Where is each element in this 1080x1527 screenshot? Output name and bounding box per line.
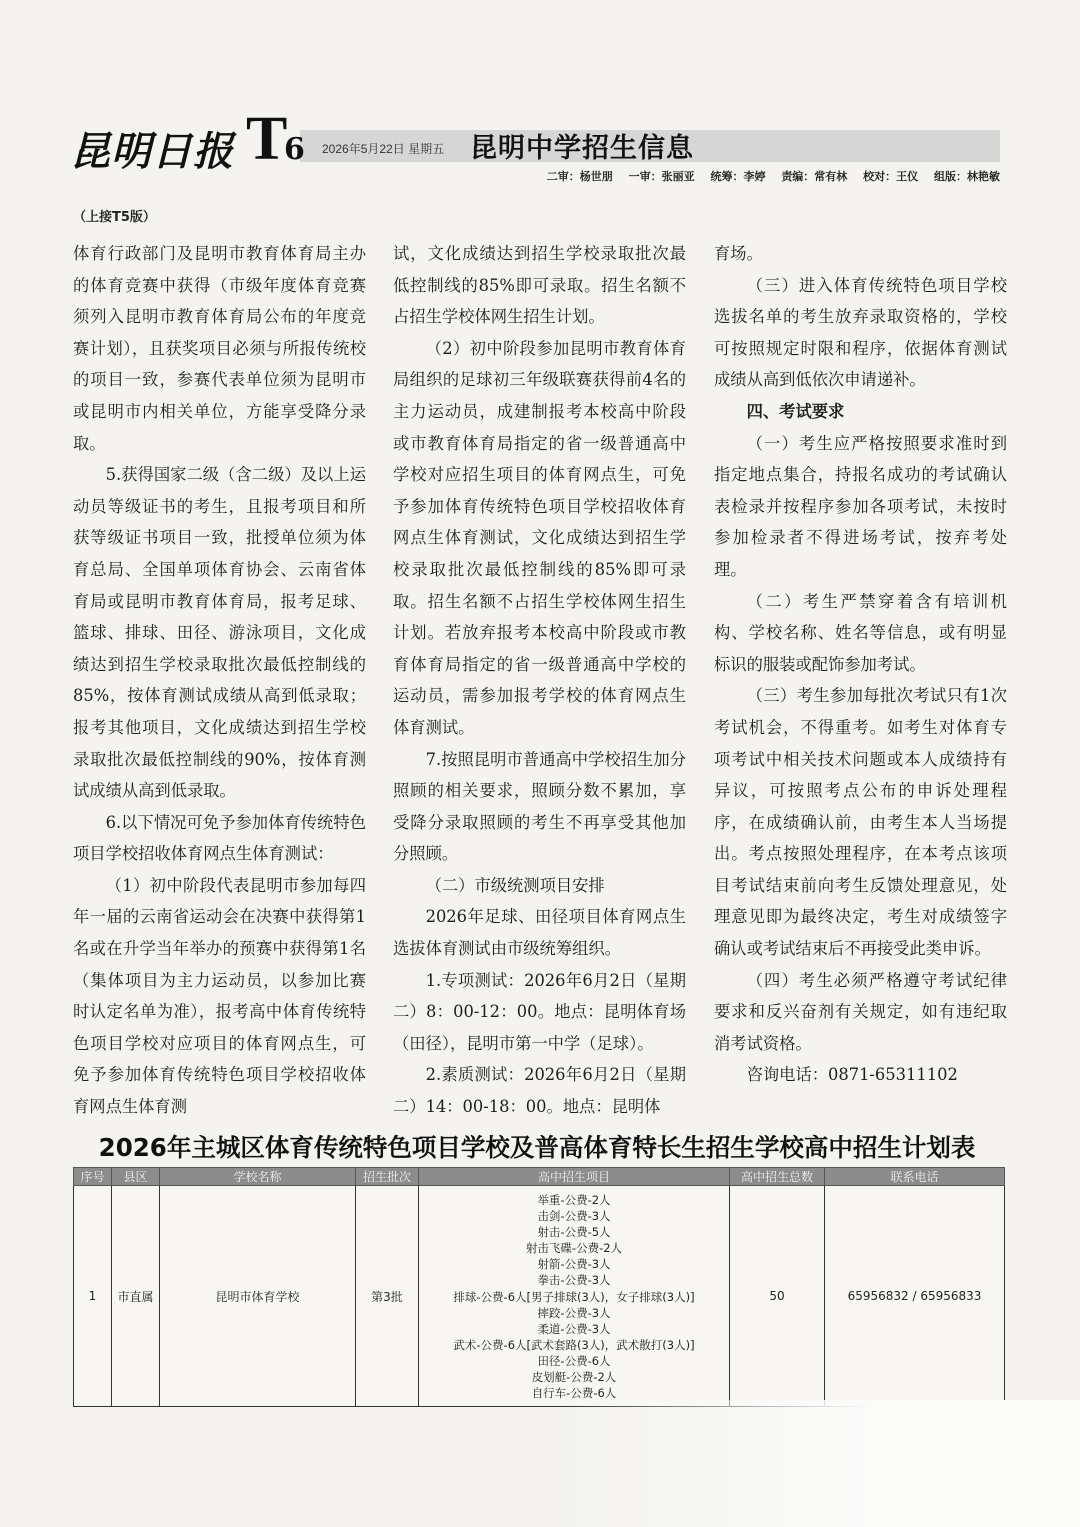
col-header: 联系电话 bbox=[825, 1168, 1005, 1186]
cell-district: 市直属 bbox=[112, 1186, 160, 1407]
paragraph: （1）初中阶段代表昆明市参加每四年一届的云南省运动会在决赛中获得第1名或在升学当年举办的预赛中获得第1名（集体项目为主力运动员，以参加比赛时认定名单为准），报考高中体育传统特色项目学校对应项目的体育网点生，可免予参加体育传统特色项目学校招收体育网点生体育测 bbox=[73, 875, 366, 1117]
page-number: 6 bbox=[284, 132, 305, 167]
col-header: 高中招生项目 bbox=[419, 1168, 730, 1186]
paragraph: 6.以下情况可免予参加体育传统特色项目学校招收体育网点生体育测试： bbox=[73, 812, 366, 864]
dateline bbox=[322, 140, 444, 157]
cell-total: 50 bbox=[730, 1186, 825, 1407]
table-title: 2026年主城区体育传统特色项目学校及普高体育特长生招生学校高中招生计划表 bbox=[98, 1133, 976, 1162]
section-title: 昆明中学招生信息 bbox=[470, 133, 694, 164]
article-column-1 bbox=[73, 238, 366, 1123]
credit: 组版：林艳敏 bbox=[934, 170, 1000, 183]
paragraph: 5.获得国家二级（含二级）及以上运动员等级证书的考生，且报考项目和所获等级证书项目一致，批授单位须为体育总局、全国单项体育协会、云南省体育局或昆明市教育体育局，报考足球、篮球、排球、田径、游泳项目，文化成绩达到招生学校录取批次最低控制线的85%，按体育测试成绩从高到低录取；报考其他项目，文化成绩达到招生学校录取批次最低控制线的90%，按体育测试成绩从高到低录取。 bbox=[73, 465, 366, 801]
paragraph: 2.素质测试：2026年6月2日（星期二）14：00-18：00。地点：昆明体 bbox=[393, 1065, 686, 1117]
credit: 统筹：李婷 bbox=[710, 170, 766, 183]
table-row bbox=[74, 1186, 1005, 1407]
item-line: 田径-公费-6人 bbox=[537, 1353, 611, 1368]
item-line: 摔跤-公费-3人 bbox=[537, 1305, 611, 1320]
item-line: 排球-公费-6人[男子排球(3人)，女子排球(3人)] bbox=[453, 1289, 695, 1304]
credit: 二审：杨世朋 bbox=[546, 170, 613, 183]
masthead bbox=[70, 105, 1000, 188]
scan-fade bbox=[560, 1400, 1080, 1527]
cell-school: 昆明市体育学校 bbox=[160, 1186, 356, 1407]
paragraph: （二）市级统测项目安排 bbox=[425, 875, 605, 895]
credit: 责编：常有林 bbox=[781, 170, 848, 183]
article-column-2 bbox=[393, 238, 686, 1123]
item-line: 柔道-公费-3人 bbox=[537, 1321, 611, 1336]
edition-letter: T bbox=[246, 105, 288, 173]
paragraph: （三）考生参加每批次考试只有1次考试机会，不得重考。如考生对体育专项考试中相关技术问题或本人成绩持有异议，可按照考点公布的申诉处理程序，在成绩确认前，由考生本人当场提出。考点按照处理程序，在本考点该项目考试结束前向考生反馈处理意见，处理意见即为最终决定，考生对成绩签字确认或考试结束后不再接受此类申诉。 bbox=[714, 686, 1007, 959]
cell-batch: 第3批 bbox=[356, 1186, 419, 1407]
cell-phone: 65956832 / 65956833 bbox=[825, 1186, 1005, 1407]
paragraph: （二）考生严禁穿着含有培训机构、学校名称、姓名等信息，或有明显标识的服装或配饰参加考试。 bbox=[714, 591, 1007, 674]
paragraph: （三）进入体育传统特色项目学校选拔名单的考生放弃录取资格的，学校可按照规定时限和程序，依据体育测试成绩从高到低依次申请递补。 bbox=[714, 275, 1007, 390]
col-header: 序号 bbox=[74, 1168, 112, 1186]
paragraph: 育场。 bbox=[714, 244, 763, 263]
paragraph: 2026年足球、田径项目体育网点生选拔体育测试由市级统筹组织。 bbox=[393, 907, 686, 959]
credit: 一审：张丽亚 bbox=[628, 170, 695, 183]
col-header: 高中招生总数 bbox=[730, 1168, 825, 1186]
table-header-row bbox=[74, 1168, 1005, 1186]
item-line: 武术-公费-6人[武术套路(3人)，武术散打(3人)] bbox=[453, 1337, 695, 1352]
col-header: 学校名称 bbox=[160, 1168, 356, 1186]
item-line: 举重-公费-2人 bbox=[537, 1193, 611, 1207]
paragraph: 7.按照昆明市普通高中学校招生加分照顾的相关要求，照顾分数不累加，享受降分录取照顾的考生不再享受其他加分照顾。 bbox=[393, 749, 686, 864]
continued-note: （上接T5版） bbox=[73, 210, 156, 225]
cell-index: 1 bbox=[74, 1186, 112, 1407]
item-line: 击剑-公费-3人 bbox=[537, 1209, 611, 1224]
section-heading: 四、考试要求 bbox=[746, 401, 845, 421]
newspaper-logo: 昆明日报 bbox=[70, 128, 234, 175]
cell-items bbox=[419, 1186, 730, 1407]
item-line: 拳击-公费-3人 bbox=[537, 1273, 611, 1288]
contact-phone: 咨询电话：0871-65311102 bbox=[746, 1065, 958, 1085]
item-line: 射箭-公费-3人 bbox=[537, 1257, 611, 1272]
col-header: 县区 bbox=[112, 1168, 160, 1186]
col-header: 招生批次 bbox=[356, 1168, 419, 1186]
weekday: 星期五 bbox=[408, 142, 445, 156]
item-line: 射击-公费-5人 bbox=[537, 1225, 611, 1240]
item-line: 皮划艇-公费-2人 bbox=[531, 1370, 617, 1385]
paragraph: （一）考生应严格按照要求准时到指定地点集合，持报名成功的考试确认表检录并按程序参加各项考试，未按时参加检录者不得进场考试，按弃考处理。 bbox=[714, 433, 1007, 579]
item-line: 自行车-公费-6人 bbox=[531, 1386, 617, 1401]
paragraph: 试，文化成绩达到招生学校录取批次最低控制线的85%即可录取。招生名额不占招生学校体网生招生计划。 bbox=[393, 244, 686, 327]
editor-credits bbox=[535, 168, 1000, 184]
enrollment-plan-table bbox=[73, 1167, 1005, 1407]
item-line: 射击飞碟-公费-2人 bbox=[525, 1241, 623, 1256]
article-column-3 bbox=[714, 238, 1007, 1091]
date: 2026年5月22日 bbox=[322, 142, 405, 156]
credit: 校对：王仪 bbox=[863, 170, 919, 183]
paragraph: （四）考生必须严格遵守考试纪律要求和反兴奋剂有关规定，如有违纪取消考试资格。 bbox=[714, 970, 1007, 1053]
paragraph: （2）初中阶段参加昆明市教育体育局组织的足球初三年级联赛获得前4名的主力运动员，成建制报考本校高中阶段或市教育体育局指定的省一级普通高中学校对应招生项目的体育网点生，可免予参加体育传统特色项目学校招收体育网点生体育测试，文化成绩达到招生学校录取批次最低控制线的85%即可录取。招生名额不占招生学校体网生招生计划。若放弃报考本校高中阶段或市教育体育局指定的省一级普通高中学校的运动员，需参加报考学校的体育网点生体育测试。 bbox=[393, 338, 686, 737]
paragraph: 体育行政部门及昆明市教育体育局主办的体育竞赛中获得（市级年度体育竞赛须列入昆明市教育体育局公布的年度竞赛计划），且获奖项目必须与所报传统校的项目一致，参赛代表单位须为昆明市或昆明市内相关单位，方能享受降分录取。 bbox=[73, 244, 366, 453]
paragraph: 1.专项测试：2026年6月2日（星期二）8：00-12：00。地点：昆明体育场（田径），昆明市第一中学（足球）。 bbox=[393, 970, 686, 1053]
